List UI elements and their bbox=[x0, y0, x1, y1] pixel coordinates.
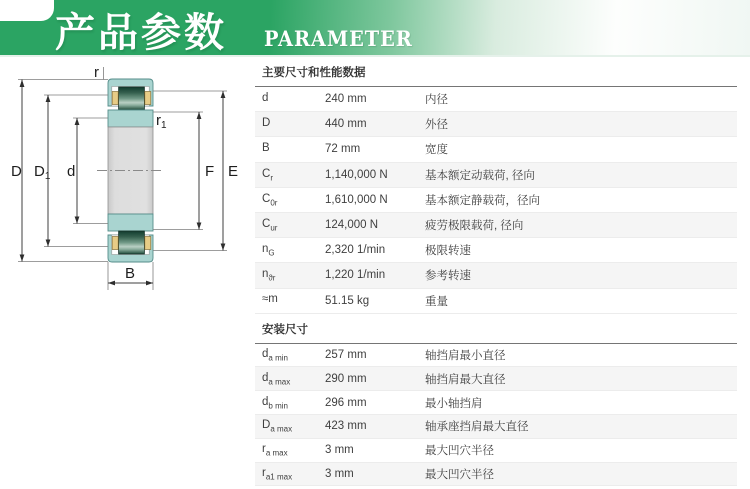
dim-label-B: B bbox=[125, 265, 136, 282]
spec-value: 440 mm bbox=[325, 118, 367, 131]
inner-ring-top bbox=[108, 110, 153, 127]
spec-symbol: $n_{ϑr}$ bbox=[262, 268, 276, 283]
bearing-cross-section-diagram bbox=[0, 60, 250, 305]
spec-description: 基本额定动载荷, 径向 bbox=[425, 169, 535, 182]
spec-row bbox=[255, 87, 737, 112]
dim-label-r1: $r_1$ bbox=[156, 112, 167, 131]
dim-label-D: D bbox=[11, 163, 22, 180]
dim-label-D1: $D_1$ bbox=[34, 163, 51, 182]
page-header bbox=[0, 0, 750, 57]
spec-value: 2,320 1/min bbox=[325, 244, 386, 257]
spec-description: 基本额定静载荷，径向 bbox=[425, 194, 540, 207]
roller-bottom bbox=[119, 231, 145, 254]
parameter-panel bbox=[255, 62, 737, 486]
page-subtitle: PARAMETER bbox=[264, 26, 413, 51]
spec-row bbox=[255, 163, 737, 188]
section-title-main: 主要尺寸和性能数据 bbox=[255, 62, 737, 87]
spec-table-mounting bbox=[255, 344, 737, 487]
spec-value: 423 mm bbox=[325, 420, 367, 433]
spec-symbol: d bbox=[262, 91, 269, 104]
spec-value: 3 mm bbox=[325, 444, 354, 457]
spec-description: 轴挡肩最大直径 bbox=[425, 373, 506, 386]
spec-symbol: B bbox=[262, 142, 270, 155]
cage-right-top bbox=[145, 92, 151, 105]
spec-row bbox=[255, 344, 737, 368]
spec-row bbox=[255, 213, 737, 238]
spec-description: 宽度 bbox=[425, 144, 448, 157]
spec-symbol: $D_{a max}$ bbox=[262, 419, 293, 434]
spec-row bbox=[255, 367, 737, 391]
spec-row bbox=[255, 289, 737, 314]
spec-description: 最小轴挡肩 bbox=[425, 397, 483, 410]
spec-description: 参考转速 bbox=[425, 270, 471, 283]
spec-value: 257 mm bbox=[325, 349, 367, 362]
spec-table-main bbox=[255, 87, 737, 314]
spec-symbol: D bbox=[262, 117, 271, 130]
spec-value: 1,140,000 N bbox=[325, 168, 388, 181]
spec-value: 1,610,000 N bbox=[325, 193, 388, 206]
spec-symbol: $C_{0r}$ bbox=[262, 192, 278, 207]
section-mounting-dimensions bbox=[255, 317, 737, 487]
dim-label-E: E bbox=[228, 163, 239, 180]
spec-symbol: $r_{a max}$ bbox=[262, 443, 288, 458]
dim-label-d: d bbox=[67, 163, 76, 180]
spec-symbol: $d_{b min}$ bbox=[262, 395, 288, 410]
spec-symbol: $d_{a max}$ bbox=[262, 371, 291, 387]
cage-left-top bbox=[112, 92, 118, 105]
spec-value: 3 mm bbox=[325, 468, 354, 481]
section-main-dimensions bbox=[255, 62, 737, 314]
corner-decoration bbox=[0, 0, 54, 21]
inner-ring-bottom bbox=[108, 214, 153, 231]
spec-value: 240 mm bbox=[325, 93, 367, 106]
spec-description: 疲劳极限载荷, 径向 bbox=[425, 220, 524, 233]
spec-symbol: $d_{a min}$ bbox=[262, 347, 288, 363]
spec-description: 轴挡肩最小直径 bbox=[425, 350, 506, 363]
spec-symbol: $n_G$ bbox=[262, 243, 275, 258]
section-title-mounting: 安装尺寸 bbox=[255, 317, 737, 344]
spec-value: 72 mm bbox=[325, 143, 361, 156]
spec-symbol: $r_{a1 max}$ bbox=[262, 466, 293, 482]
dim-label-r: r bbox=[94, 64, 99, 81]
spec-row bbox=[255, 188, 737, 213]
spec-row bbox=[255, 137, 737, 162]
cage-left-bottom bbox=[112, 237, 118, 250]
spec-description: 内径 bbox=[425, 94, 448, 107]
spec-row bbox=[255, 238, 737, 263]
spec-description: 最大凹穴半径 bbox=[425, 469, 494, 482]
dim-label-F: F bbox=[205, 163, 215, 180]
spec-value: 51.15 kg bbox=[325, 294, 370, 307]
spec-row bbox=[255, 263, 737, 288]
spec-value: 1,220 1/min bbox=[325, 269, 386, 282]
spec-symbol: $C_r$ bbox=[262, 167, 273, 182]
spec-symbol: $C_{ur}$ bbox=[262, 217, 278, 233]
spec-row bbox=[255, 415, 737, 439]
spec-value: 296 mm bbox=[325, 396, 367, 409]
spec-description: 轴承座挡肩最大直径 bbox=[425, 421, 529, 434]
cage-right-bottom bbox=[145, 237, 151, 250]
spec-description: 最大凹穴半径 bbox=[425, 445, 494, 458]
spec-value: 290 mm bbox=[325, 372, 367, 385]
roller-top bbox=[119, 87, 145, 110]
spec-description: 极限转速 bbox=[425, 245, 471, 258]
spec-row bbox=[255, 439, 737, 463]
spec-row bbox=[255, 463, 737, 487]
spec-row bbox=[255, 391, 737, 415]
spec-row bbox=[255, 112, 737, 137]
spec-description: 重量 bbox=[425, 295, 448, 308]
spec-value: 124,000 N bbox=[325, 219, 379, 232]
spec-symbol: ≈m bbox=[262, 293, 278, 306]
page-title: 产品参数 bbox=[55, 11, 227, 55]
spec-description: 外径 bbox=[425, 119, 448, 132]
